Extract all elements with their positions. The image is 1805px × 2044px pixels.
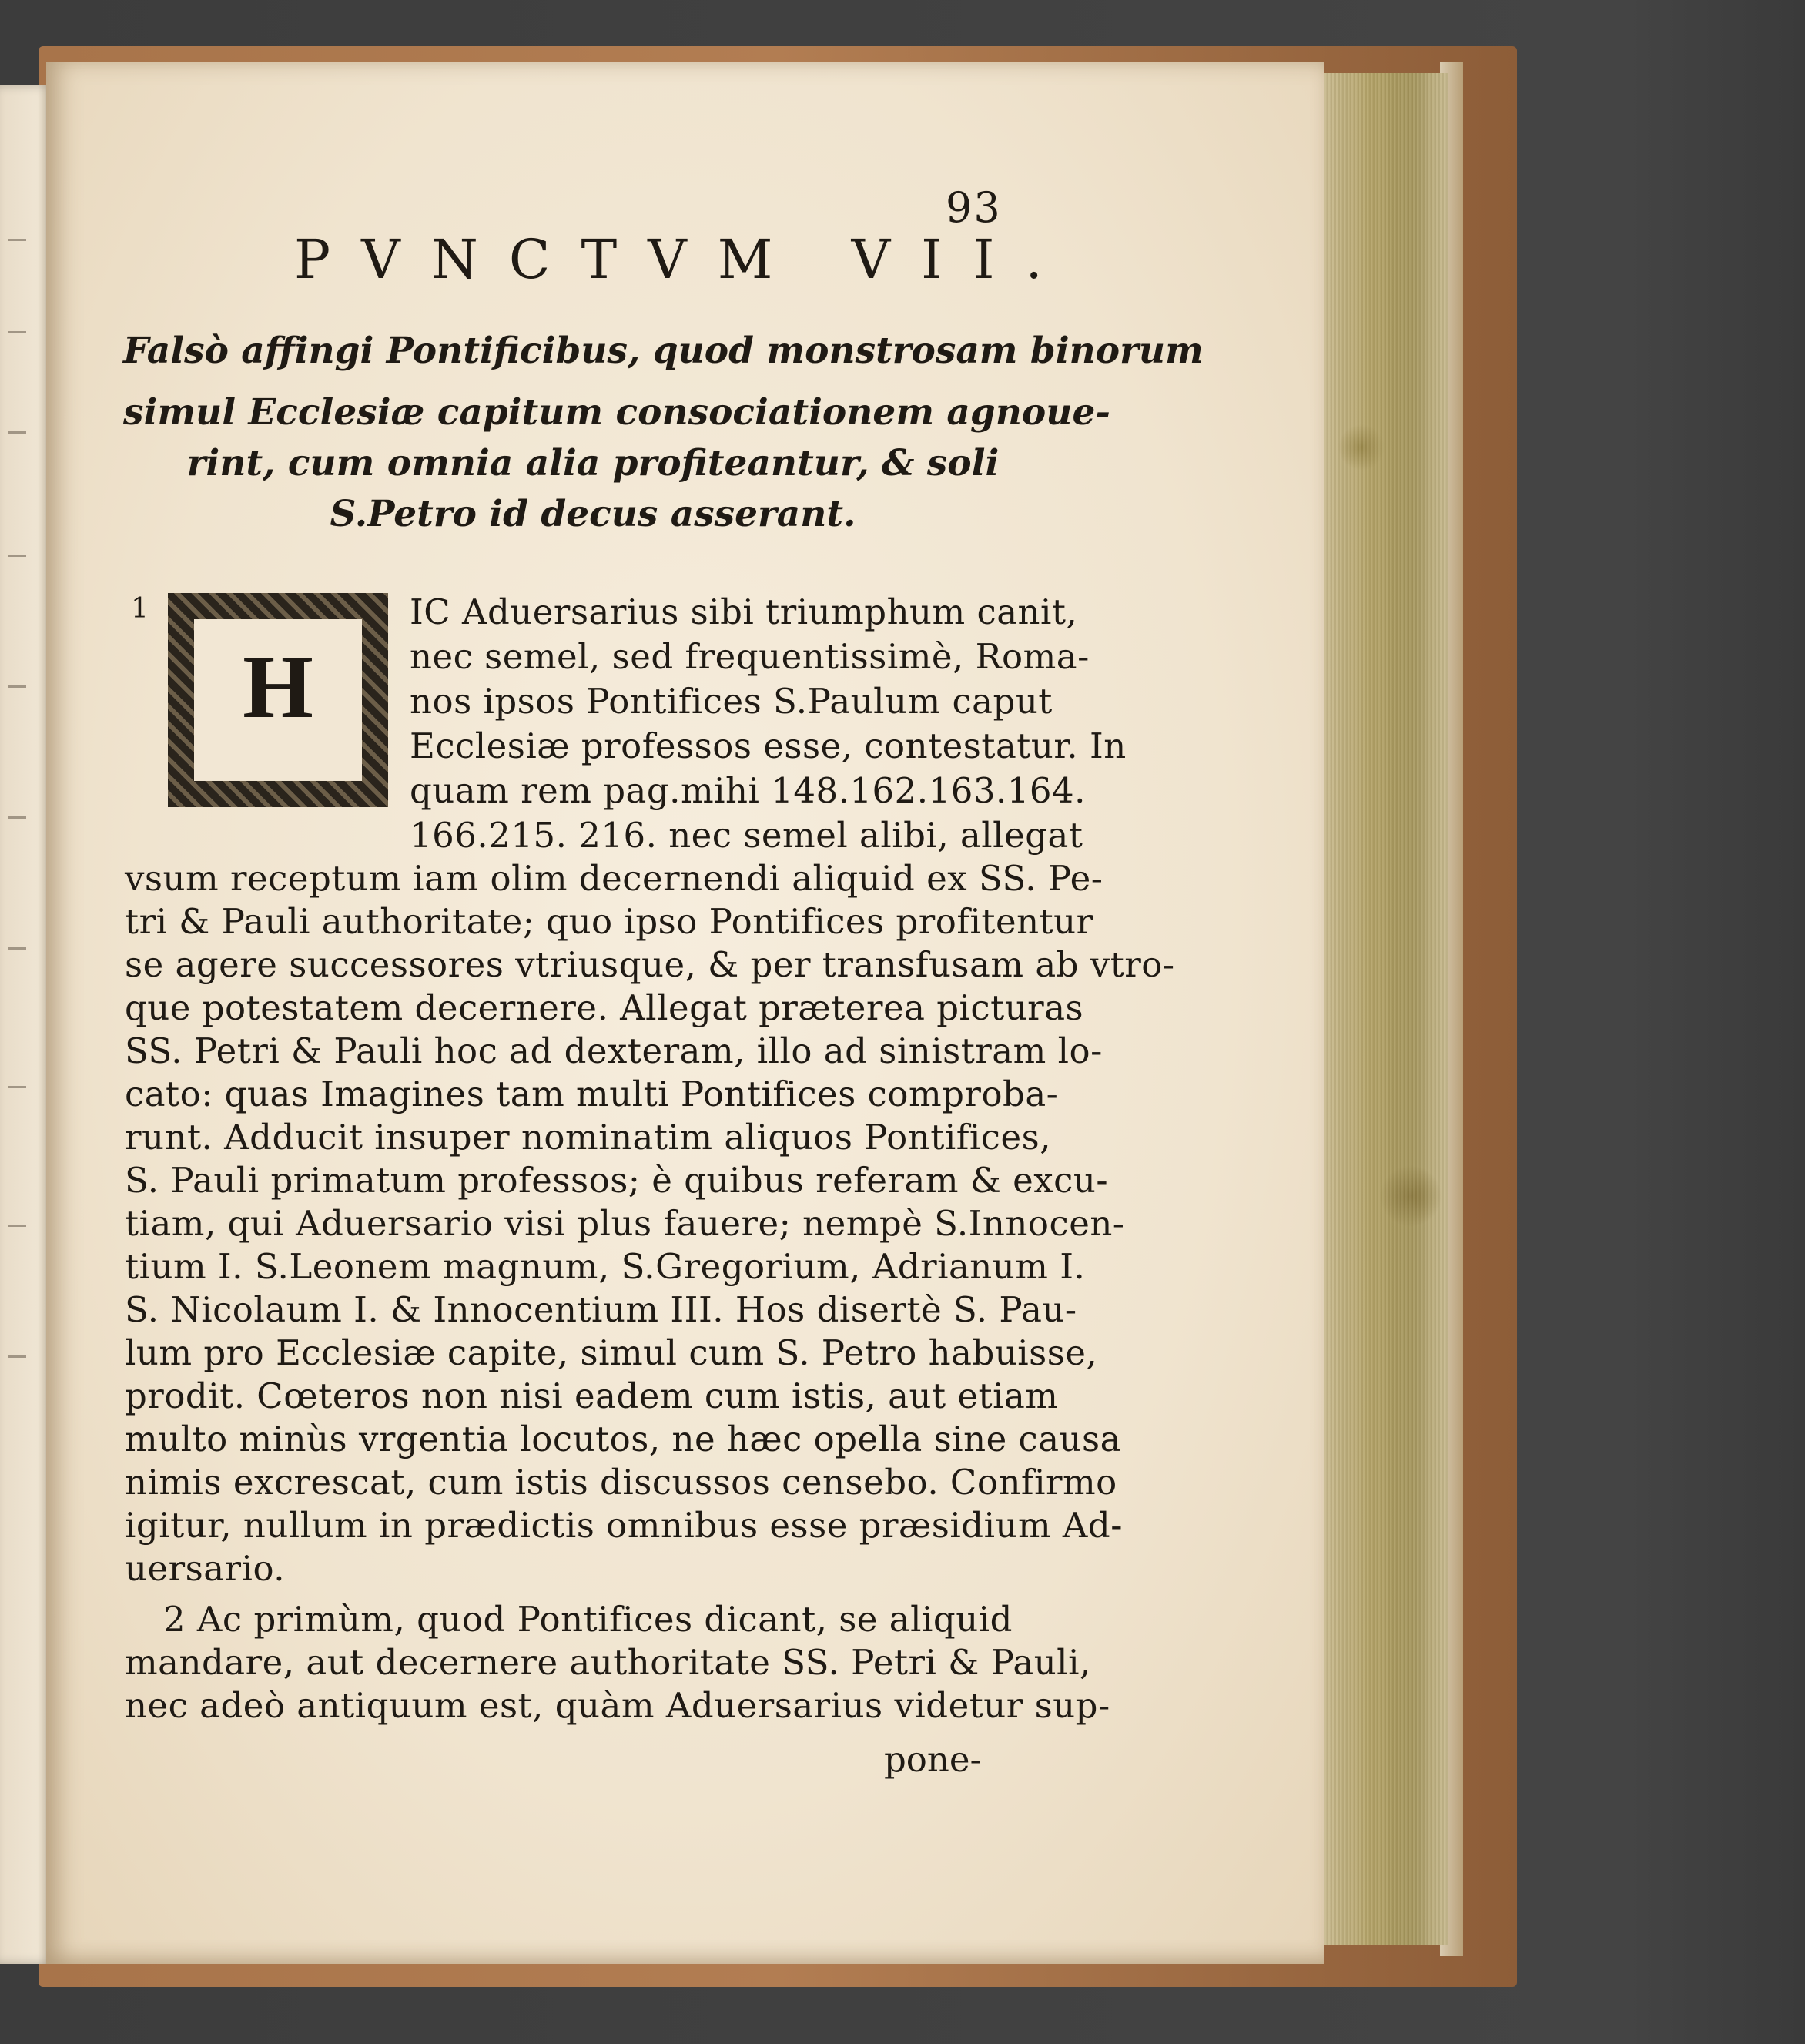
- subtitle-line: Falsò affingi Pontificibus, quod monstrosam binorum: [123, 330, 1204, 372]
- body-line: mandare, aut decernere authoritate SS. Petri & Pauli,: [125, 1642, 1091, 1683]
- page-block-edges: [1324, 73, 1448, 1945]
- body-line: S. Pauli primatum professos; è quibus referam & excu-: [125, 1160, 1109, 1201]
- page-number: 93: [946, 183, 1002, 232]
- left-page-mark: [8, 431, 26, 434]
- body-line: nimis excrescat, cum istis discussos censebo. Confirmo: [125, 1462, 1117, 1503]
- subtitle-line: rint, cum omnia alia profiteantur, & soli: [186, 442, 1000, 484]
- left-page-mark: [8, 816, 26, 819]
- left-page-mark: [8, 685, 26, 688]
- left-page-mark: [8, 555, 26, 557]
- body-line: runt. Adducit insuper nominatim aliquos Pontifices,: [125, 1117, 1052, 1158]
- body-line: Ecclesiæ professos esse, contestatur. In: [410, 725, 1127, 766]
- body-line: vsum receptum iam olim decernendi aliquid ex SS. Pe-: [125, 858, 1103, 899]
- drop-cap-ornament: [168, 593, 388, 807]
- body-line: nec semel, sed frequentissimè, Roma-: [410, 636, 1090, 677]
- body-line: se agere successores vtriusque, & per transfusam ab vtro-: [125, 944, 1175, 985]
- body-line: tiam, qui Aduersario visi plus fauere; nempè S.Innocen-: [125, 1203, 1125, 1244]
- body-line: cato: quas Imagines tam multi Pontifices comproba-: [125, 1074, 1059, 1114]
- body-line: nec adeò antiquum est, quàm Aduersarius videtur sup-: [125, 1685, 1110, 1726]
- body-line: quam rem pag.mihi 148.162.163.164.: [410, 770, 1086, 811]
- left-page-mark: [8, 1225, 26, 1227]
- section-heading: PVNCTVM VII.: [294, 228, 1073, 291]
- body-line: S. Nicolaum I. & Innocentium III. Hos disertè S. Pau-: [125, 1289, 1077, 1330]
- body-line: 166.215. 216. nec semel alibi, allegat: [410, 815, 1083, 856]
- left-page-mark: [8, 947, 26, 950]
- subtitle-line: simul Ecclesiæ capitum consociationem agnoue-: [123, 391, 1110, 434]
- body-line: IC Aduersarius sibi triumphum canit,: [410, 591, 1078, 632]
- body-line: uersario.: [125, 1548, 286, 1589]
- drop-cap-letter: H: [243, 636, 313, 737]
- body-line: 2 Ac primùm, quod Pontifices dicant, se aliquid: [163, 1599, 1013, 1640]
- subtitle-line: S.Petro id decus asserant.: [330, 493, 856, 535]
- left-page-mark: [8, 331, 26, 333]
- body-line: prodit. Cœteros non nisi eadem cum istis, aut etiam: [125, 1376, 1059, 1416]
- body-line: nos ipsos Pontifices S.Paulum caput: [410, 681, 1053, 722]
- paragraph-number: 1: [131, 593, 149, 625]
- body-line: SS. Petri & Pauli hoc ad dexteram, illo ad sinistram lo-: [125, 1030, 1103, 1071]
- left-page-mark: [8, 1086, 26, 1088]
- catchword: pone-: [884, 1739, 982, 1780]
- body-line: que potestatem decernere. Allegat præterea picturas: [125, 987, 1084, 1028]
- left-page-mark: [8, 1355, 26, 1358]
- body-line: tium I. S.Leonem magnum, S.Gregorium, Adrianum I.: [125, 1246, 1086, 1287]
- body-line: tri & Pauli authoritate; quo ipso Pontifices profitentur: [125, 901, 1093, 942]
- body-line: igitur, nullum in prædictis omnibus esse præsidium Ad-: [125, 1505, 1123, 1546]
- body-line: lum pro Ecclesiæ capite, simul cum S. Petro habuisse,: [125, 1332, 1098, 1373]
- left-page-mark: [8, 239, 26, 241]
- body-line: multo minùs vrgentia locutos, ne hæc opella sine causa: [125, 1419, 1121, 1459]
